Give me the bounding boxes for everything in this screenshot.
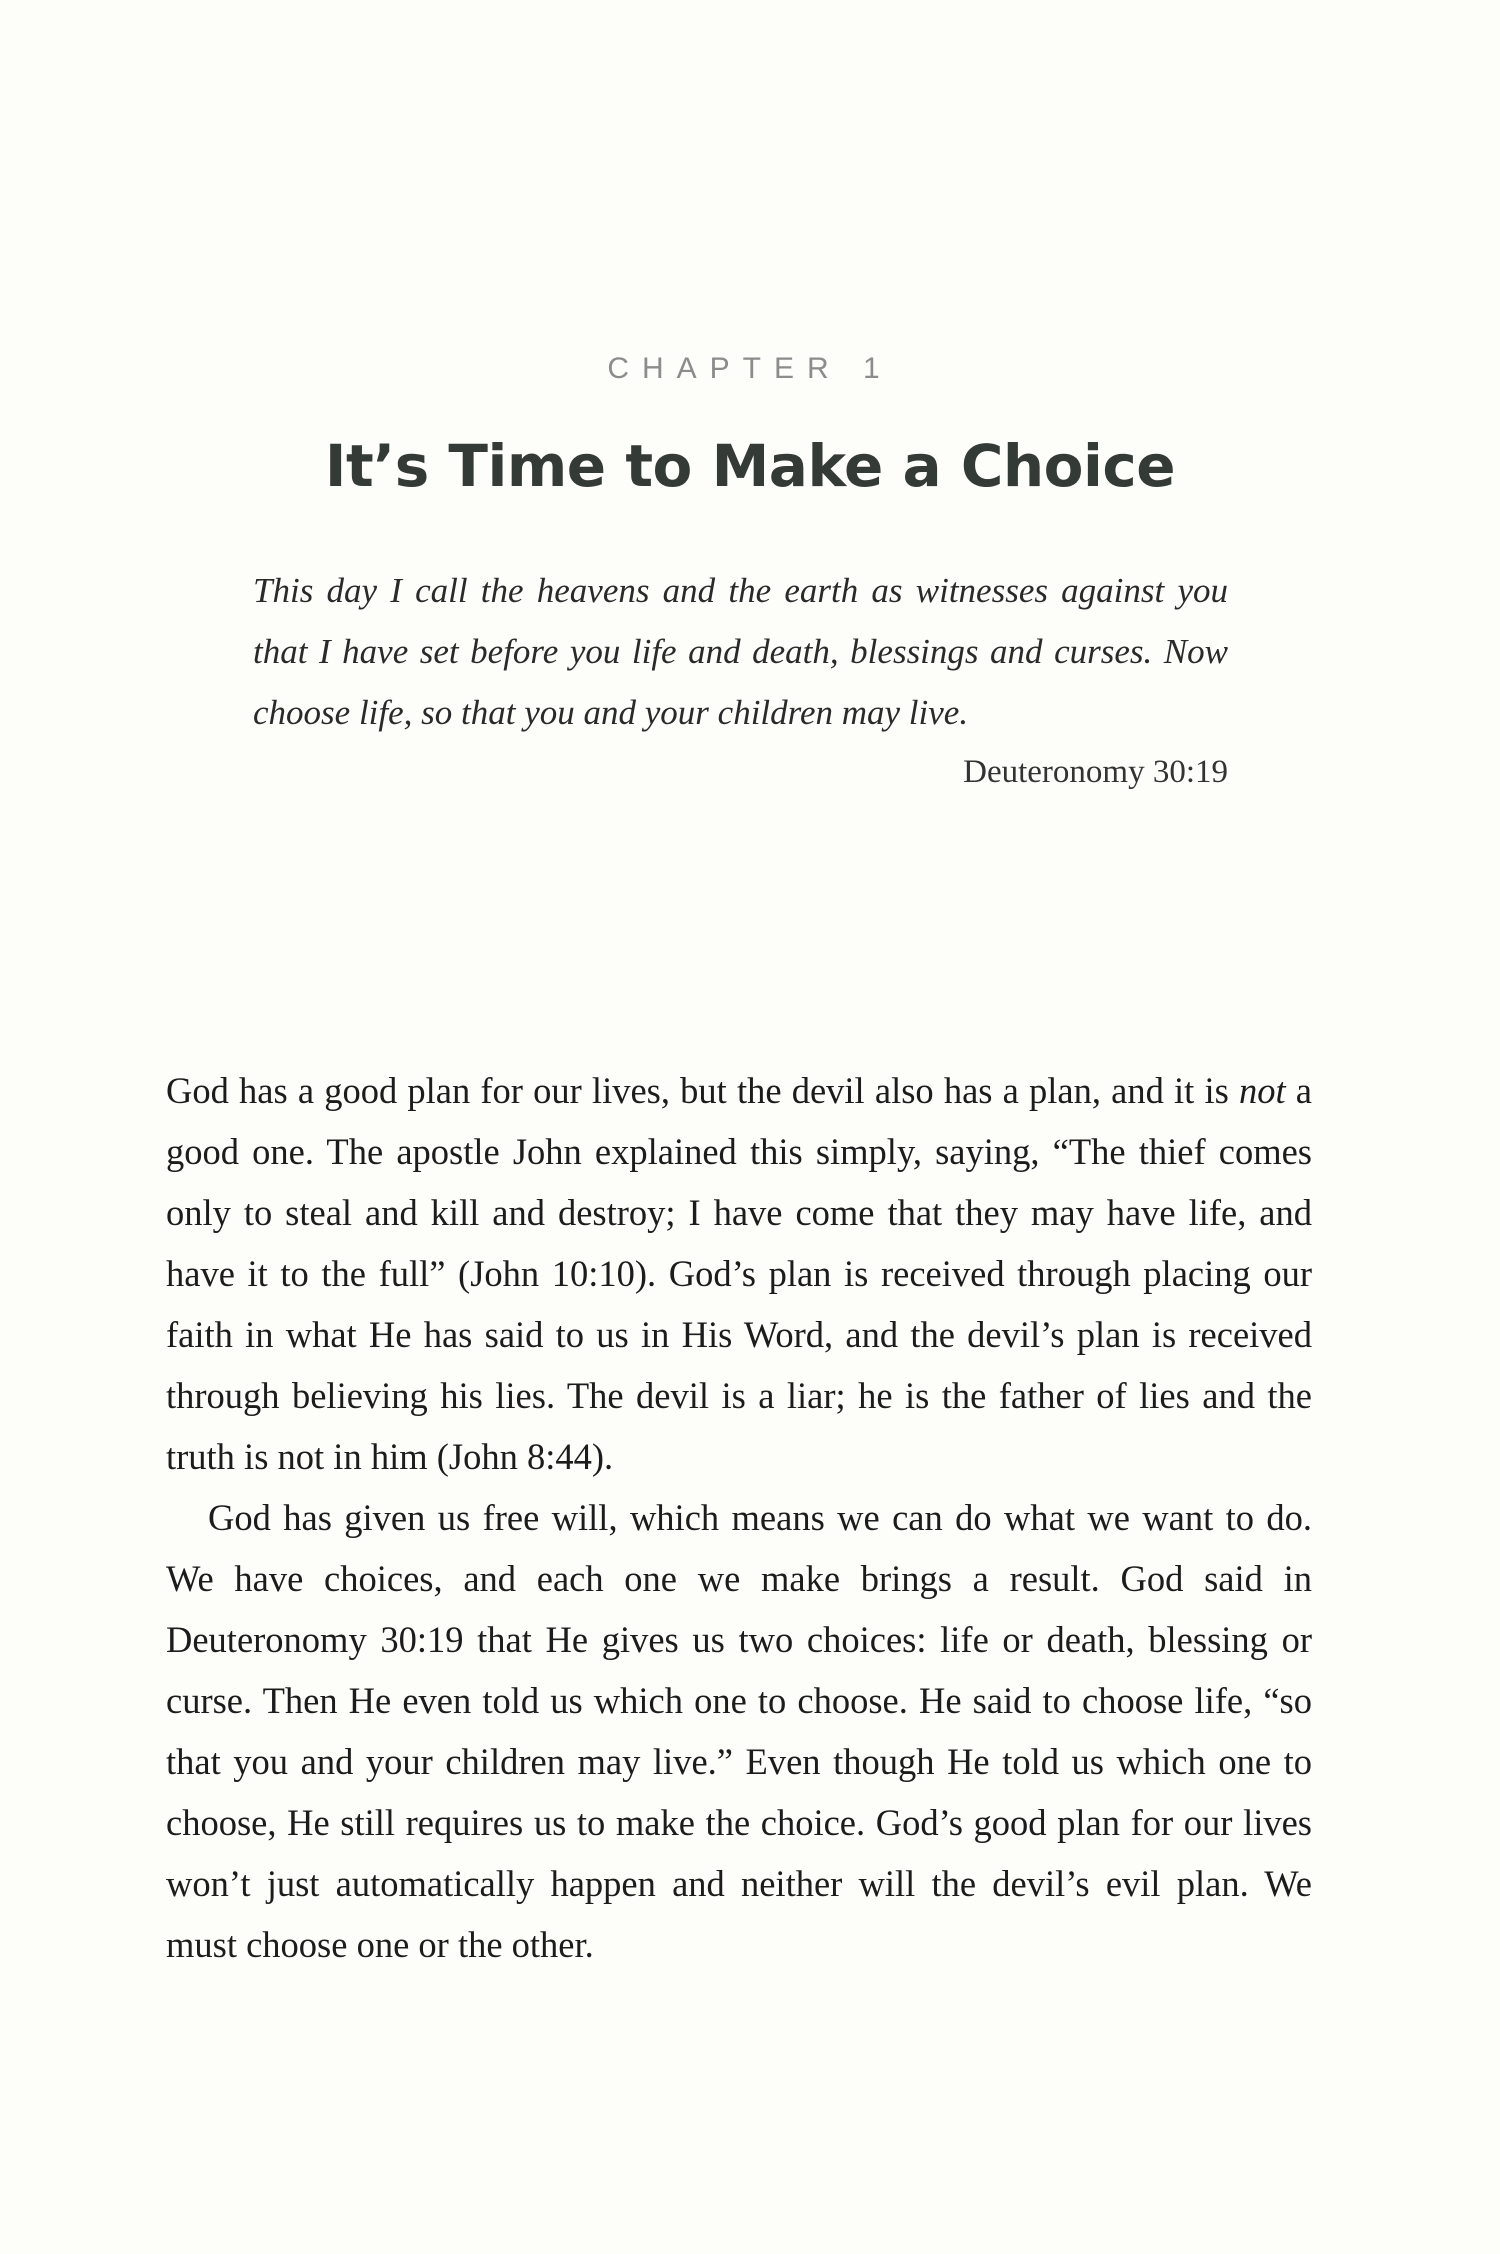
epigraph xyxy=(253,560,1228,797)
body-paragraph xyxy=(166,1060,1312,1487)
body-paragraph-text: God has a good plan for our lives, but the devil also has a plan, and it is xyxy=(166,1070,1239,1111)
body-paragraph: God has given us free will, which means we can do what we want to do. We have choices, and each one we make brings a result. God said in Deuteronomy 30:19 that He gives us two choices: life or death, blessing or curse. Then He even told us which one to choose. He said to choose life, “so that you and your children may live.” Even though He told us which one to choose, He still requires us to make the choice. God’s good plan for our lives won’t just automatically happen and neither will the devil’s evil plan. We must choose one or the other. xyxy=(166,1497,1312,1965)
epigraph-reference: Deuteronomy 30:19 xyxy=(963,754,1228,790)
epigraph-quote: This day I call the heavens and the earth as witnesses against you that I have set before you life and death, blessings and curses. Now choose life, so that you and your children may live. xyxy=(253,571,1228,732)
emphasis-text: not xyxy=(1238,1070,1286,1111)
chapter-label: CHAPTER 1 xyxy=(607,352,893,385)
body-text xyxy=(166,1060,1312,1975)
chapter-title: It’s Time to Make a Choice xyxy=(324,432,1176,500)
body-paragraph-text: a good one. The apostle John explained this simply, saying, “The thief comes only to steal and kill and destroy; I have come that they may have life, and have it to the full” (John 10:10). God’s plan is received through placing our faith in what He has said to us in His Word, and the devil’s plan is received through believing his lies. The devil is a liar; he is the father of lies and the truth is not in him (John 8:44). xyxy=(166,1070,1312,1477)
